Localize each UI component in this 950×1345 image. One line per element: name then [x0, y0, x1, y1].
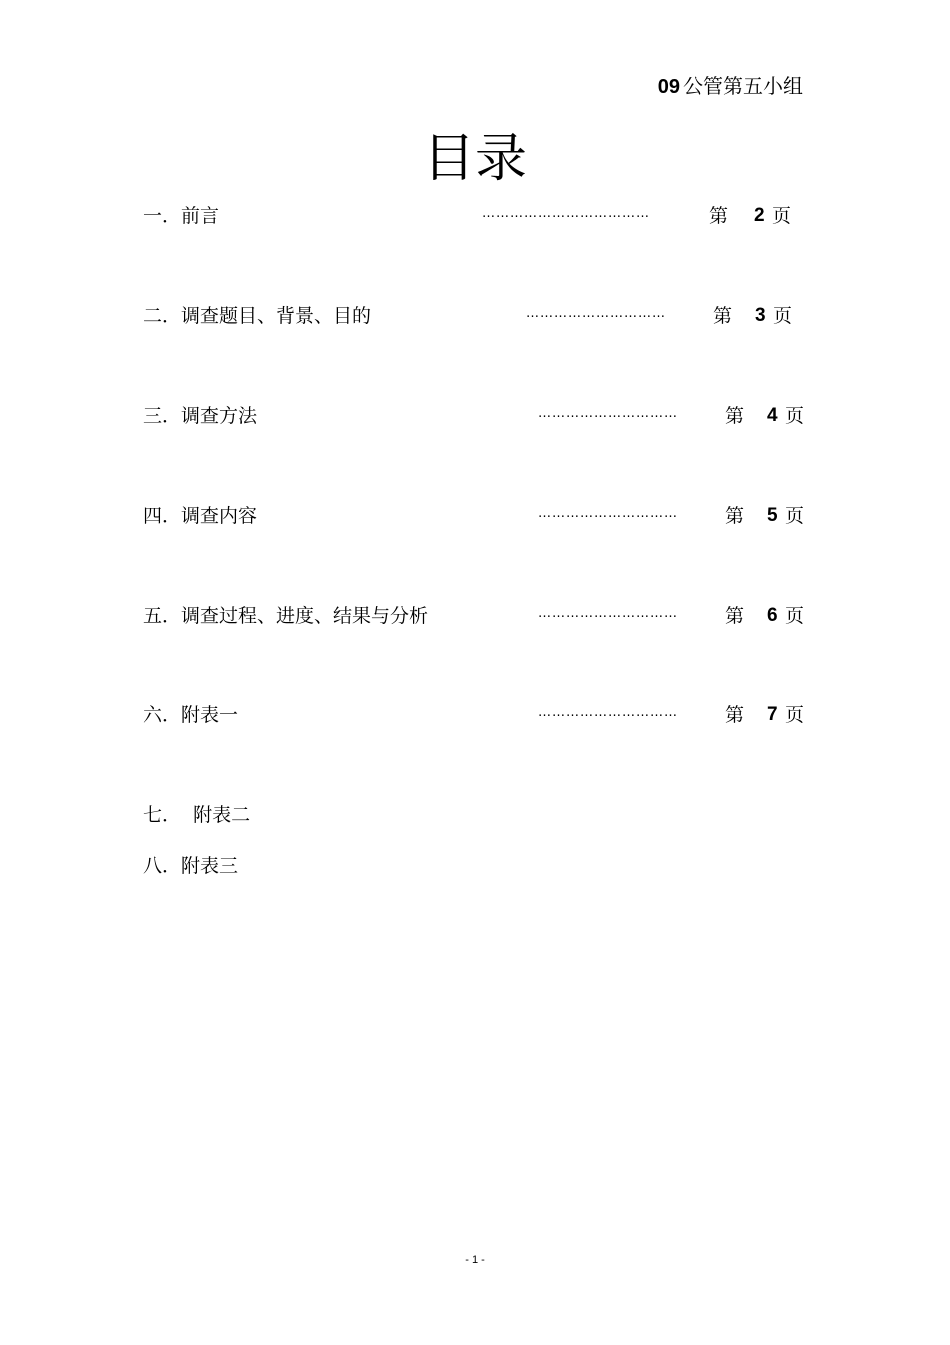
toc-page-prefix: 第: [725, 704, 745, 726]
toc-page-prefix: 第: [725, 605, 745, 627]
toc-page-suffix: 页: [785, 704, 805, 726]
toc-page-number: 2: [754, 205, 765, 226]
toc-page-suffix: 页: [785, 605, 805, 627]
toc-page-suffix: 页: [773, 305, 793, 327]
toc-entry-title: 四．调查内容: [143, 505, 258, 527]
toc-page-prefix: 第: [725, 505, 745, 527]
toc-page-number: 3: [755, 305, 766, 326]
toc-entry: [0, 851, 950, 881]
toc-entry: [0, 800, 950, 830]
toc-page-number: 4: [767, 405, 778, 426]
toc-entry-title: 七． 附表二: [143, 804, 251, 826]
toc-entry-title: 五．调查过程、进度、结果与分析: [143, 605, 429, 627]
toc-entry-title: 二．调查题目、背景、目的: [143, 305, 372, 327]
toc-leader-dots: …………………………: [538, 406, 678, 421]
page-title: 目录: [422, 129, 527, 189]
toc-entry-title: 八．附表三: [143, 855, 239, 877]
toc-page-prefix: 第: [713, 305, 733, 327]
toc-entry-title: 三．调查方法: [143, 405, 258, 427]
toc-entry: [0, 601, 950, 631]
group-number: 09: [657, 76, 680, 98]
toc-entry: [0, 201, 950, 231]
toc-leader-dots: …………………………: [526, 306, 666, 321]
page-number: - 1 -: [465, 1254, 485, 1266]
toc-entry-title: 一．前言: [143, 205, 220, 227]
toc-page-suffix: 页: [785, 405, 805, 427]
toc-page-number: 5: [767, 505, 778, 526]
toc-leader-dots: …………………………: [538, 705, 678, 720]
toc-page-number: 7: [767, 704, 778, 725]
toc-page-suffix: 页: [772, 205, 792, 227]
toc-leader-dots: …………………………: [538, 506, 678, 521]
toc-page-prefix: 第: [725, 405, 745, 427]
toc-entry: [0, 301, 950, 331]
toc-page-prefix: 第: [709, 205, 729, 227]
toc-entry-title: 六．附表一: [143, 704, 239, 726]
toc-entry: [0, 401, 950, 431]
toc-leader-dots: ………………………………: [482, 206, 650, 221]
group-label: [658, 72, 803, 101]
toc-leader-dots: …………………………: [538, 606, 678, 621]
toc-entry: [0, 501, 950, 531]
toc-page-number: 6: [767, 605, 778, 626]
group-name: 公管第五小组: [683, 74, 803, 98]
toc-page-suffix: 页: [785, 505, 805, 527]
toc-entry: [0, 700, 950, 730]
